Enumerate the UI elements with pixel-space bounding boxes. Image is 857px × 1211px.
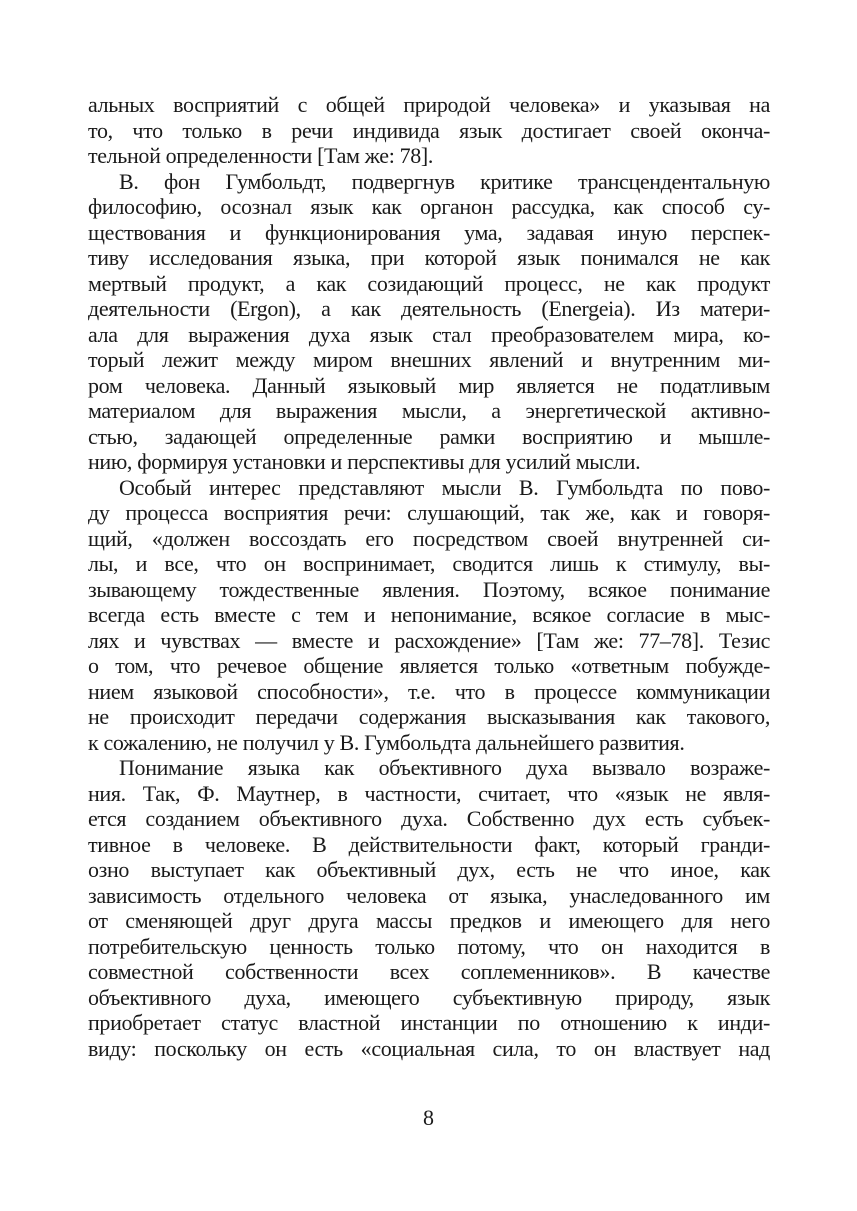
text-line: ду процесса восприятия речи: слушающий, так же, как и говоря-	[88, 500, 770, 525]
text-line: о том, что речевое общение является только «ответным побужде-	[88, 653, 770, 678]
text-line: лы, и все, что он воспринимает, сводится лишь к стимулу, вы-	[88, 551, 770, 576]
paragraph	[88, 92, 770, 169]
text-line: зывающему тождественные явления. Поэтому, всякое понимание	[88, 576, 770, 602]
text-line: нием языковой способности», т.е. что в процессе коммуникации	[88, 678, 770, 704]
text-line: приобретает статус властной инстанции по отношению к инди-	[88, 1010, 770, 1035]
text-line: тельной определенности [Там же: 78].	[88, 143, 434, 168]
text-line: торый лежит между миром внешних явлений и внутренним ми-	[88, 347, 770, 372]
text-line: всегда есть вместе с тем и непонимание, всякое согласие в мыс-	[88, 602, 770, 627]
text-line: нию, формируя установки и перспективы для усилий мысли.	[88, 449, 641, 474]
body-text	[88, 92, 770, 1061]
text-line: ром человека. Данный языковый мир является не податливым	[88, 372, 770, 398]
paragraph	[88, 169, 770, 475]
text-line: В. фон Гумбольдт, подвергнув критике трансцендентальную	[119, 168, 770, 194]
text-line: тивное в человеке. В действительности факт, который гранди-	[88, 831, 770, 857]
text-line: совместной собственности всех соплеменников». В качестве	[88, 959, 770, 984]
text-line: не происходит передачи содержания высказывания как такового,	[88, 704, 770, 729]
text-line: ется созданием объективного духа. Собственно дух есть субъек-	[88, 806, 770, 831]
page-number: 8	[423, 1105, 434, 1130]
text-line: виду: поскольку он есть «социальная сила, то он властвует над	[88, 1035, 770, 1061]
text-line: тиву исследования языка, при которой язык понимался не как	[88, 245, 770, 270]
text-line: деятельности (Ergon), а как деятельность (Energeia). Из матери-	[88, 296, 770, 321]
text-line: Понимание языка как объективного духа вызвало возраже-	[119, 755, 770, 780]
paragraph	[88, 755, 770, 1061]
paragraph	[88, 475, 770, 756]
text-line: ала для выражения духа язык стал преобразователем мира, ко-	[88, 321, 770, 347]
text-line: лях и чувствах — вместе и расхождение» [Там же: 77–78]. Тезис	[88, 627, 770, 653]
text-line: от сменяющей друг друга массы предков и имеющего для него	[88, 908, 770, 933]
text-line: материалом для выражения мысли, а энергетической активно-	[88, 398, 770, 423]
text-line: щий, «должен воссоздать его посредством своей внутренней си-	[88, 525, 770, 551]
text-line: стью, задающей определенные рамки восприятию и мышле-	[88, 423, 770, 449]
text-line: то, что только в речи индивида язык достигает своей оконча-	[88, 117, 770, 143]
text-line: Особый интерес представляют мысли В. Гумбольдта по пово-	[119, 474, 770, 500]
text-line: потребительскую ценность только потому, что он находится в	[88, 933, 770, 959]
text-line: мертвый продукт, а как созидающий процесс, не как продукт	[88, 270, 770, 296]
text-line: к сожалению, не получил у В. Гумбольдта дальнейшего развития.	[88, 729, 685, 755]
text-line: альных восприятий с общей природой человека» и указывая на	[88, 92, 770, 117]
text-line: зависимость отдельного человека от языка, унаследованного им	[88, 882, 770, 908]
text-line: объективного духа, имеющего субъективную природу, язык	[88, 984, 770, 1010]
text-line: философию, осознал язык как органон рассудка, как способ су-	[88, 194, 770, 219]
text-line: ния. Так, Ф. Маутнер, в частности, считает, что «язык не явля-	[88, 780, 770, 806]
text-line: озно выступает как объективный дух, есть не что иное, как	[88, 857, 770, 882]
text-line: ществования и функционирования ума, задавая иную перспек-	[88, 219, 770, 245]
